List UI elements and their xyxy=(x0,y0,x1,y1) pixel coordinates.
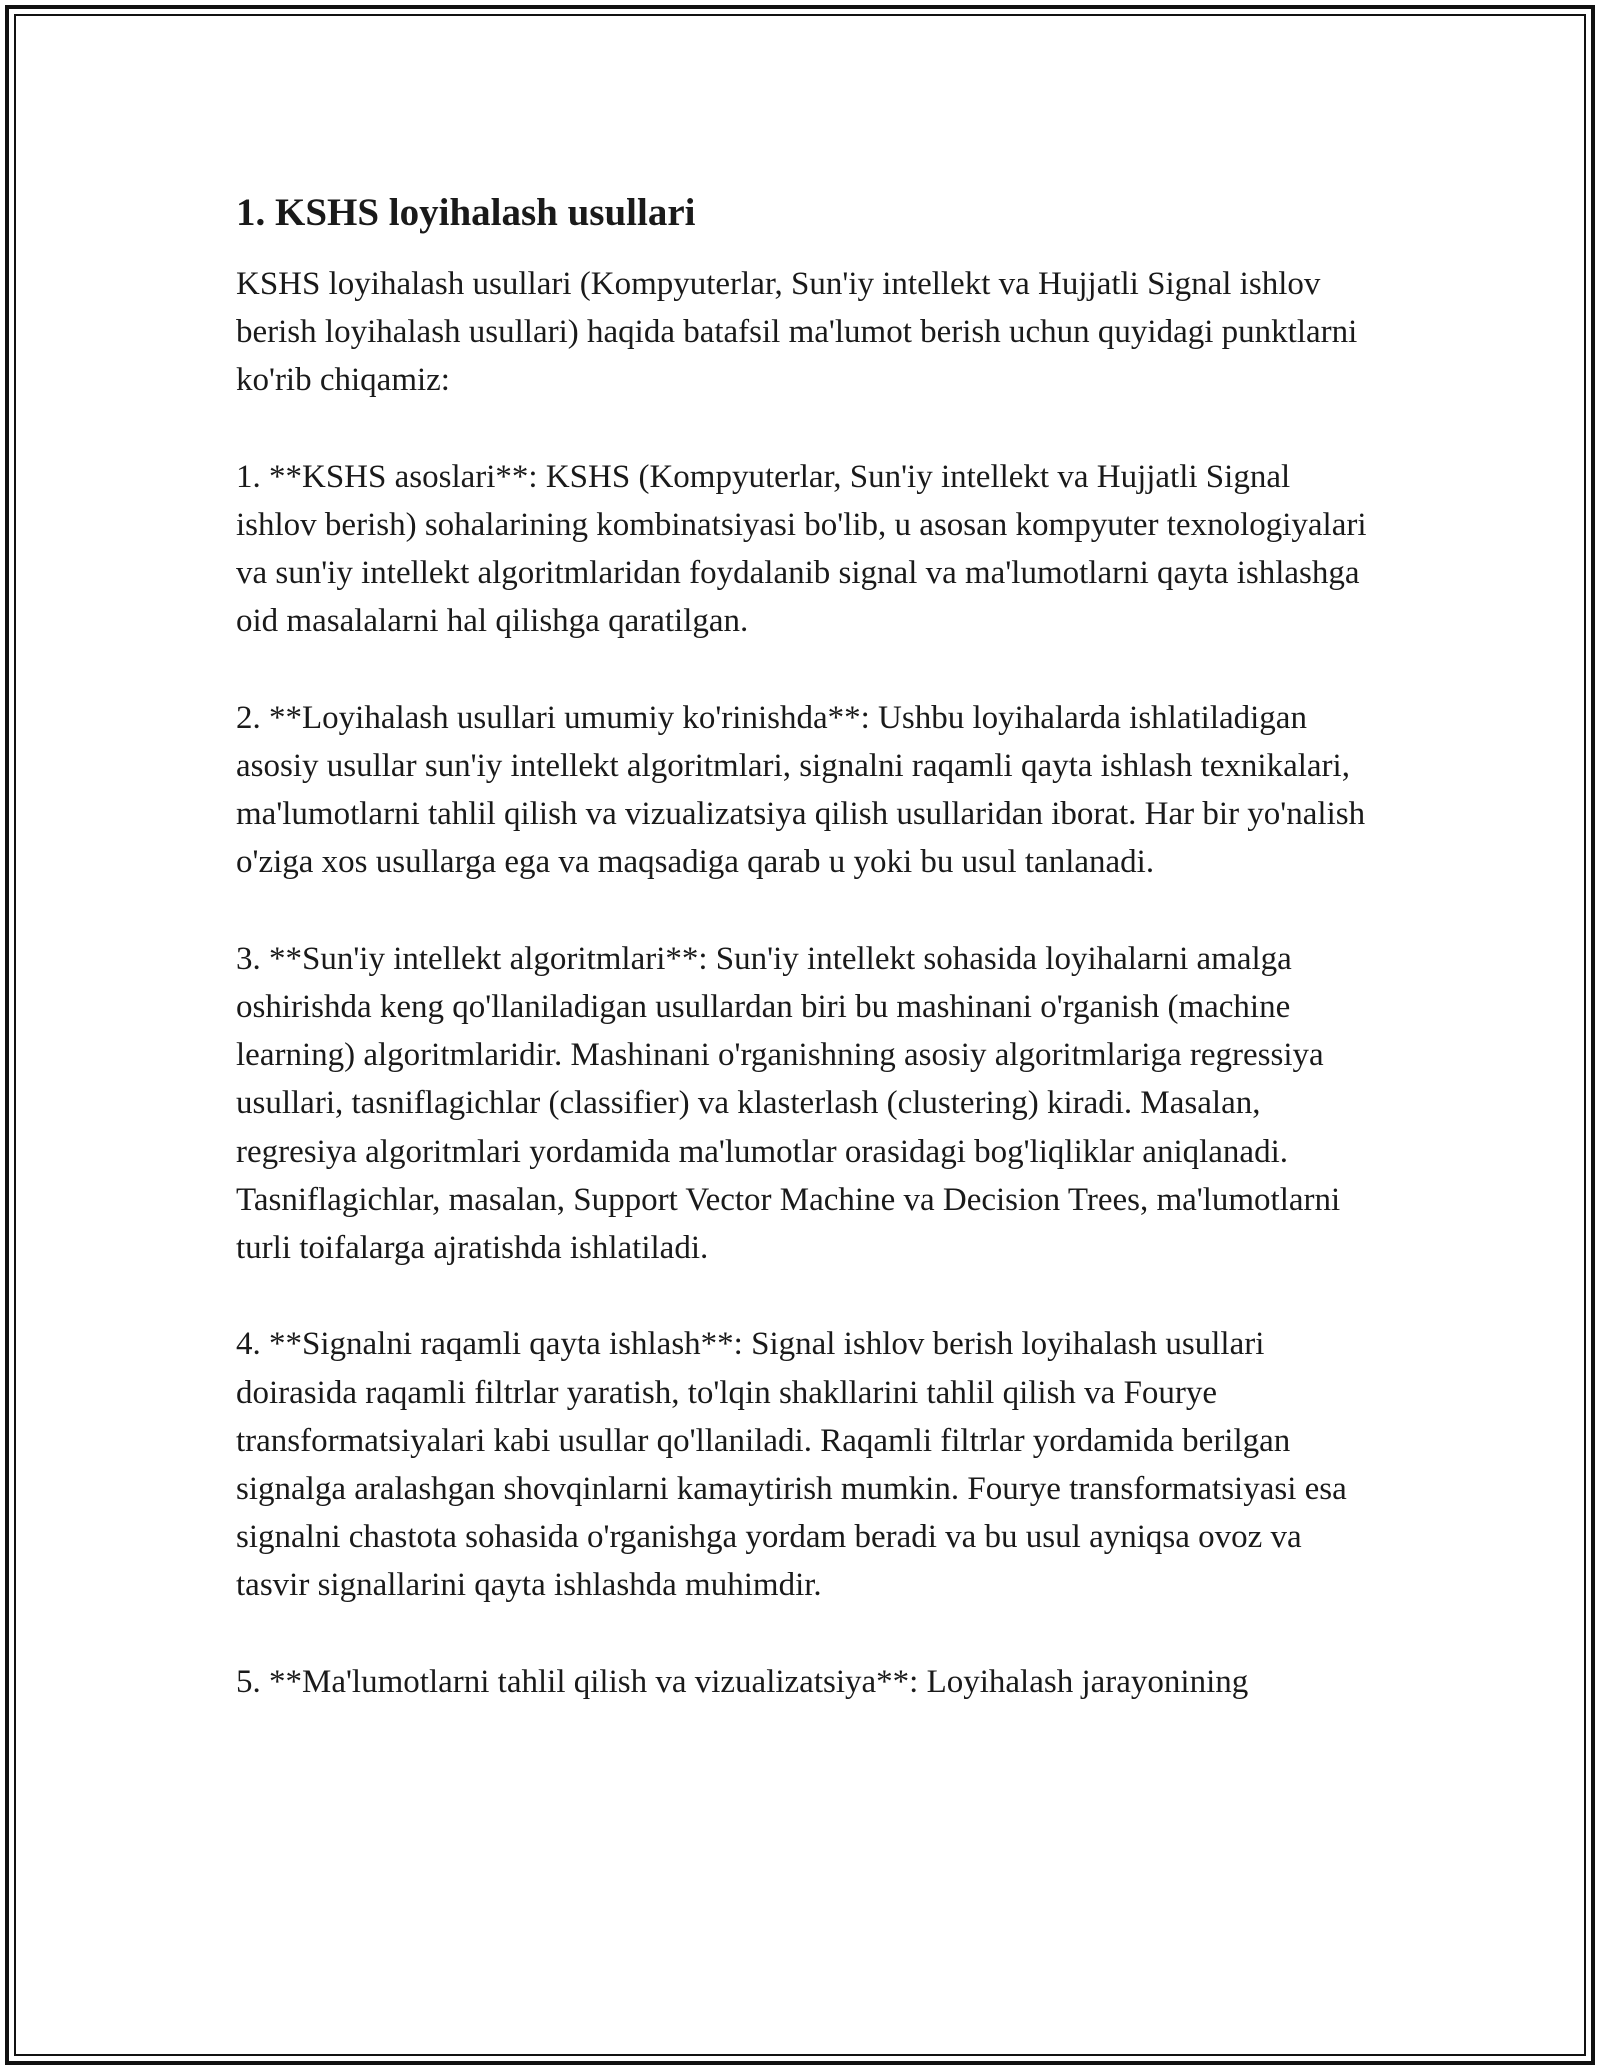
list-item-1: 1. **KSHS asoslari**: KSHS (Kompyuterlar, Sun'iy intellekt va Hujjatli Signal ishlov berish) sohalarining kombinatsiyasi bo'lib, u asosan kompyuter texnologiyalari va sun'iy intellekt algoritmlaridan foydalanib signal va ma'lumotlarni qayta ishlashga oid masalalarni hal qilishga qaratilgan. xyxy=(236,458,1367,640)
list-item-2: 2. **Loyihalash usullari umumiy ko'rinishda**: Ushbu loyihalarda ishlatiladigan asosiy usullar sun'iy intellekt algoritmlari, signalni raqamli qayta ishlash texnikalari, ma'lumotlarni tahlil qilish va vizualizatsiya qilish usullaridan iborat. Har bir yo'nalish o'ziga xos usullarga ega va maqsadiga qarab u yoki bu usul tanlanadi. xyxy=(236,699,1366,881)
document-body xyxy=(236,186,1376,1754)
list-item-5: 5. **Ma'lumotlarni tahlil qilish va vizualizatsiya**: Loyihalash jarayonining xyxy=(236,1663,1249,1700)
list-item-4: 4. **Signalni raqamli qayta ishlash**: Signal ishlov berish loyihalash usullari doirasida raqamli filtrlar yaratish, to'lqin shakllarini tahlil qilish va Fourye transformatsiyalari kabi usullar qo'llaniladi. Raqamli filtrlar yordamida berilgan signalga aralashgan shovqinlarni kamaytirish mumkin. Fourye transformatsiyasi esa signalni chastota sohasida o'rganishga yordam beradi va bu usul ayniqsa ovoz va tasvir signallarini qayta ishlashda muhimdir. xyxy=(236,1326,1347,1604)
intro-paragraph: KSHS loyihalash usullari (Kompyuterlar, Sun'iy intellekt va Hujjatli Signal ishlov berish loyihalash usullari) haqida batafsil ma'lumot berish uchun quyidagi punktlarni ko'rib chiqamiz: xyxy=(236,266,1358,399)
section-heading: 1. KSHS loyihalash usullari xyxy=(236,191,696,234)
list-item-3: 3. **Sun'iy intellekt algoritmlari**: Sun'iy intellekt sohasida loyihalarni amalga oshirishda keng qo'llaniladigan usullardan biri bu mashinani o'rganish (machine learning) algoritmlaridir. Mashinani o'rganishning asosiy algoritmlariga regressiya usullari, tasniflagichlar (classifier) va klasterlash (clustering) kiradi. Masalan, regresiya algoritmlari yordamida ma'lumotlar orasidagi bog'liqliklar aniqlanadi. Tasniflagichlar, masalan, Support Vector Machine va Decision Trees, ma'lumotlarni turli toifalarga ajratishda ishlatiladi. xyxy=(236,940,1341,1267)
